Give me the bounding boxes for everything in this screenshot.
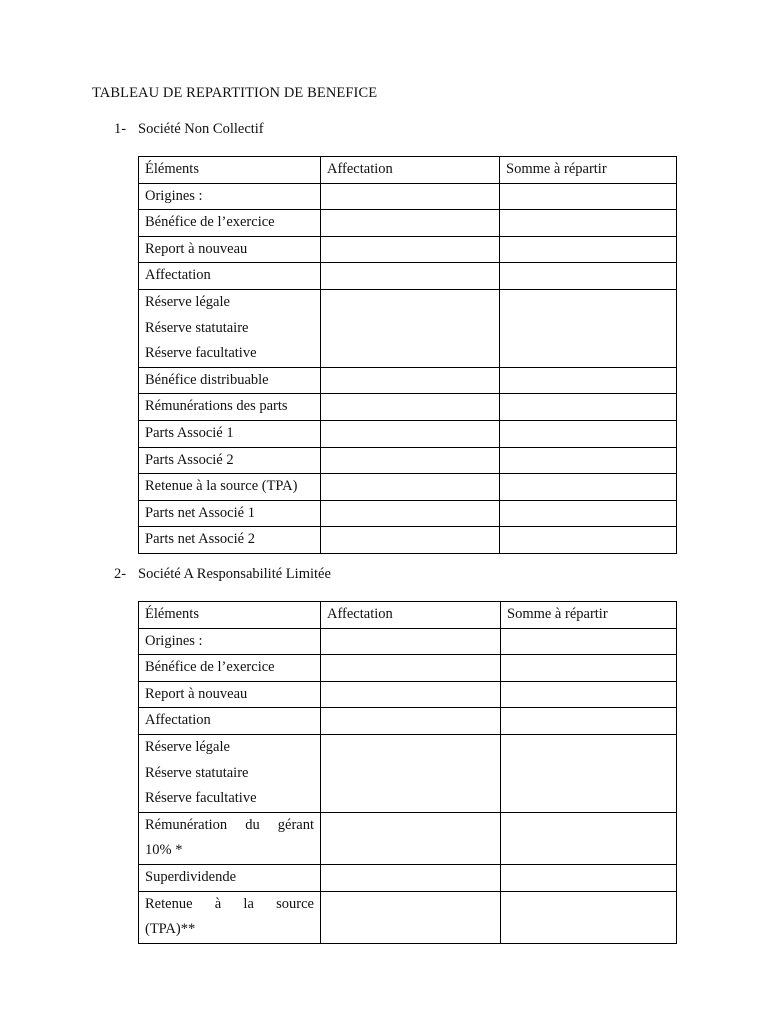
section-2-title: Société A Responsabilité Limitée — [138, 566, 331, 582]
affectation-cell[interactable] — [321, 681, 501, 708]
element-cell: Report à nouveau — [139, 236, 321, 263]
affectation-cell[interactable] — [321, 628, 501, 655]
element-cell: Origines : — [139, 183, 321, 210]
affectation-cell[interactable] — [321, 734, 501, 812]
column-header: Somme à répartir — [500, 157, 677, 184]
table-row — [139, 708, 677, 735]
element-cell: Parts Associé 1 — [139, 420, 321, 447]
element-line: Réserve statutaire — [145, 764, 249, 781]
affectation-cell[interactable] — [321, 447, 500, 474]
table-row — [139, 367, 677, 394]
somme-cell[interactable] — [500, 394, 677, 421]
table-header-row — [139, 157, 677, 184]
affectation-cell[interactable] — [321, 708, 501, 735]
affectation-cell[interactable] — [321, 210, 500, 237]
element-line: Réserve légale — [145, 293, 230, 310]
column-header: Éléments — [139, 157, 321, 184]
somme-cell[interactable] — [501, 734, 677, 812]
table-row — [139, 394, 677, 421]
element-cell: Parts Associé 2 — [139, 447, 321, 474]
somme-cell[interactable] — [500, 474, 677, 501]
affectation-cell[interactable] — [321, 812, 501, 864]
affectation-cell[interactable] — [321, 891, 501, 943]
column-header: Somme à répartir — [501, 602, 677, 629]
element-line: Réserve légale — [145, 738, 230, 755]
element-line: Réserve facultative — [145, 790, 257, 807]
element-cell: Retenue à la source (TPA) — [139, 474, 321, 501]
element-cell: Superdividende — [139, 864, 321, 891]
table-row — [139, 734, 677, 812]
somme-cell[interactable] — [500, 263, 677, 290]
table-row — [139, 263, 677, 290]
somme-cell[interactable] — [500, 236, 677, 263]
table-header-row — [139, 602, 677, 629]
column-header: Éléments — [139, 602, 321, 629]
element-cell: Report à nouveau — [139, 681, 321, 708]
affectation-cell[interactable] — [321, 394, 500, 421]
section-1-title: Société Non Collectif — [138, 121, 264, 137]
affectation-cell[interactable] — [321, 864, 501, 891]
table-row — [139, 289, 677, 367]
somme-cell[interactable] — [501, 628, 677, 655]
somme-cell[interactable] — [500, 447, 677, 474]
table-row — [139, 236, 677, 263]
element-cell: Bénéfice de l’exercice — [139, 210, 321, 237]
somme-cell[interactable] — [500, 183, 677, 210]
affectation-cell[interactable] — [321, 263, 500, 290]
element-cell: Affectation — [139, 708, 321, 735]
affectation-cell[interactable] — [321, 474, 500, 501]
table-societe-non-collectif — [138, 156, 677, 554]
affectation-cell[interactable] — [321, 289, 500, 367]
affectation-cell[interactable] — [321, 367, 500, 394]
element-cell: Parts net Associé 2 — [139, 527, 321, 554]
somme-cell[interactable] — [500, 420, 677, 447]
element-cell: Rémunérations des parts — [139, 394, 321, 421]
somme-cell[interactable] — [500, 289, 677, 367]
somme-cell[interactable] — [501, 655, 677, 682]
somme-cell[interactable] — [501, 681, 677, 708]
table-row — [139, 474, 677, 501]
element-line: Réserve statutaire — [145, 319, 249, 336]
affectation-cell[interactable] — [321, 500, 500, 527]
element-cell: Affectation — [139, 263, 321, 290]
section-1-heading — [114, 121, 264, 138]
element-line: (TPA)** — [145, 921, 196, 938]
table-row — [139, 812, 677, 864]
affectation-cell[interactable] — [321, 655, 501, 682]
table-row — [139, 681, 677, 708]
element-cell — [139, 734, 321, 812]
table-row — [139, 500, 677, 527]
table-row — [139, 628, 677, 655]
section-2-number: 2- — [114, 566, 127, 582]
table-row — [139, 891, 677, 943]
element-cell: Origines : — [139, 628, 321, 655]
element-cell — [139, 812, 321, 864]
affectation-cell[interactable] — [321, 527, 500, 554]
affectation-cell[interactable] — [321, 236, 500, 263]
table-row — [139, 447, 677, 474]
table-row — [139, 183, 677, 210]
element-line: 10% * — [145, 842, 183, 859]
somme-cell[interactable] — [501, 812, 677, 864]
somme-cell[interactable] — [501, 891, 677, 943]
table-row — [139, 655, 677, 682]
affectation-cell[interactable] — [321, 420, 500, 447]
table-row — [139, 210, 677, 237]
element-cell: Bénéfice de l’exercice — [139, 655, 321, 682]
document-title: TABLEAU DE REPARTITION DE BENEFICE — [92, 85, 378, 101]
affectation-cell[interactable] — [321, 183, 500, 210]
column-header: Affectation — [321, 157, 500, 184]
column-header: Affectation — [321, 602, 501, 629]
element-cell — [139, 289, 321, 367]
element-line: Réserve facultative — [145, 345, 257, 362]
somme-cell[interactable] — [500, 367, 677, 394]
table-row — [139, 420, 677, 447]
table-row — [139, 864, 677, 891]
element-cell: Bénéfice distribuable — [139, 367, 321, 394]
element-cell — [139, 891, 321, 943]
section-2-heading — [114, 566, 331, 583]
somme-cell[interactable] — [501, 708, 677, 735]
table-societe-responsabilite-limitee — [138, 601, 677, 944]
table-row — [139, 527, 677, 554]
somme-cell[interactable] — [500, 210, 677, 237]
element-line: Rémunération du gérant — [145, 816, 314, 833]
somme-cell[interactable] — [500, 500, 677, 527]
element-line: Retenue à la source — [145, 895, 314, 912]
somme-cell[interactable] — [501, 864, 677, 891]
section-1-number: 1- — [114, 121, 127, 137]
somme-cell[interactable] — [500, 527, 677, 554]
element-cell: Parts net Associé 1 — [139, 500, 321, 527]
